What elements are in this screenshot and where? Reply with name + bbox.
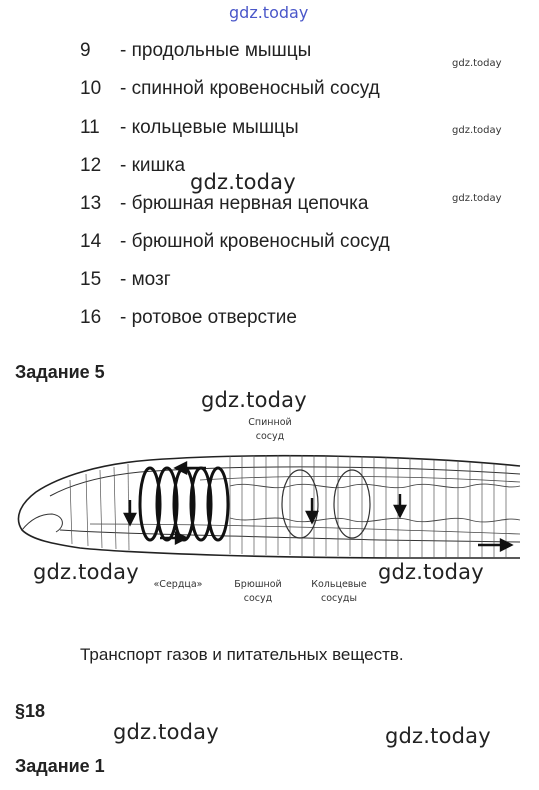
- intestine-line: [230, 484, 520, 488]
- mouth-outline: [22, 514, 62, 532]
- watermark-small: gdz.today: [452, 58, 502, 69]
- dorsal-vessel-label: Спинной сосуд: [248, 417, 292, 442]
- segments: [70, 455, 506, 558]
- ventral-vessel-label: Брюшной сосуд: [234, 579, 282, 604]
- ring-vessels-label: Кольцевые сосуды: [311, 579, 367, 604]
- figure-caption: Транспорт газов и питательных веществ.: [80, 645, 404, 664]
- list-item: 10 - спинной кровеносный сосуд: [80, 78, 380, 99]
- hearts-label: «Сердца»: [153, 579, 203, 590]
- inner-line: [200, 476, 520, 482]
- intestine-line: [230, 518, 520, 522]
- list-item: 9 - продольные мышцы: [80, 40, 312, 61]
- list-item: 15 - мозг: [80, 269, 171, 290]
- watermark-top: gdz.today: [229, 3, 309, 22]
- task-heading: Задание 5: [15, 362, 105, 382]
- watermark-big: gdz.today: [190, 170, 296, 194]
- watermark-small: gdz.today: [452, 125, 502, 136]
- list-item: 12 - кишка: [80, 155, 186, 176]
- list-item: 14 - брюшной кровеносный сосуд: [80, 231, 390, 252]
- list-item: 11 - кольцевые мышцы: [80, 117, 299, 138]
- inner-line: [90, 524, 520, 534]
- list-item: 16 - ротовое отверстие: [80, 307, 297, 328]
- body-outline: [18, 456, 520, 558]
- section-heading: §18: [15, 701, 46, 721]
- watermark-big: gdz.today: [378, 560, 484, 584]
- watermark-big: gdz.today: [113, 720, 219, 744]
- watermark-small: gdz.today: [452, 193, 502, 204]
- watermark-big: gdz.today: [201, 388, 307, 412]
- watermark-big: gdz.today: [33, 560, 139, 584]
- watermark-big: gdz.today: [385, 724, 491, 748]
- list-item: 13 - брюшная нервная цепочка: [80, 193, 369, 214]
- dorsal-vessel-line: [50, 467, 520, 496]
- task-heading: Задание 1: [15, 756, 105, 776]
